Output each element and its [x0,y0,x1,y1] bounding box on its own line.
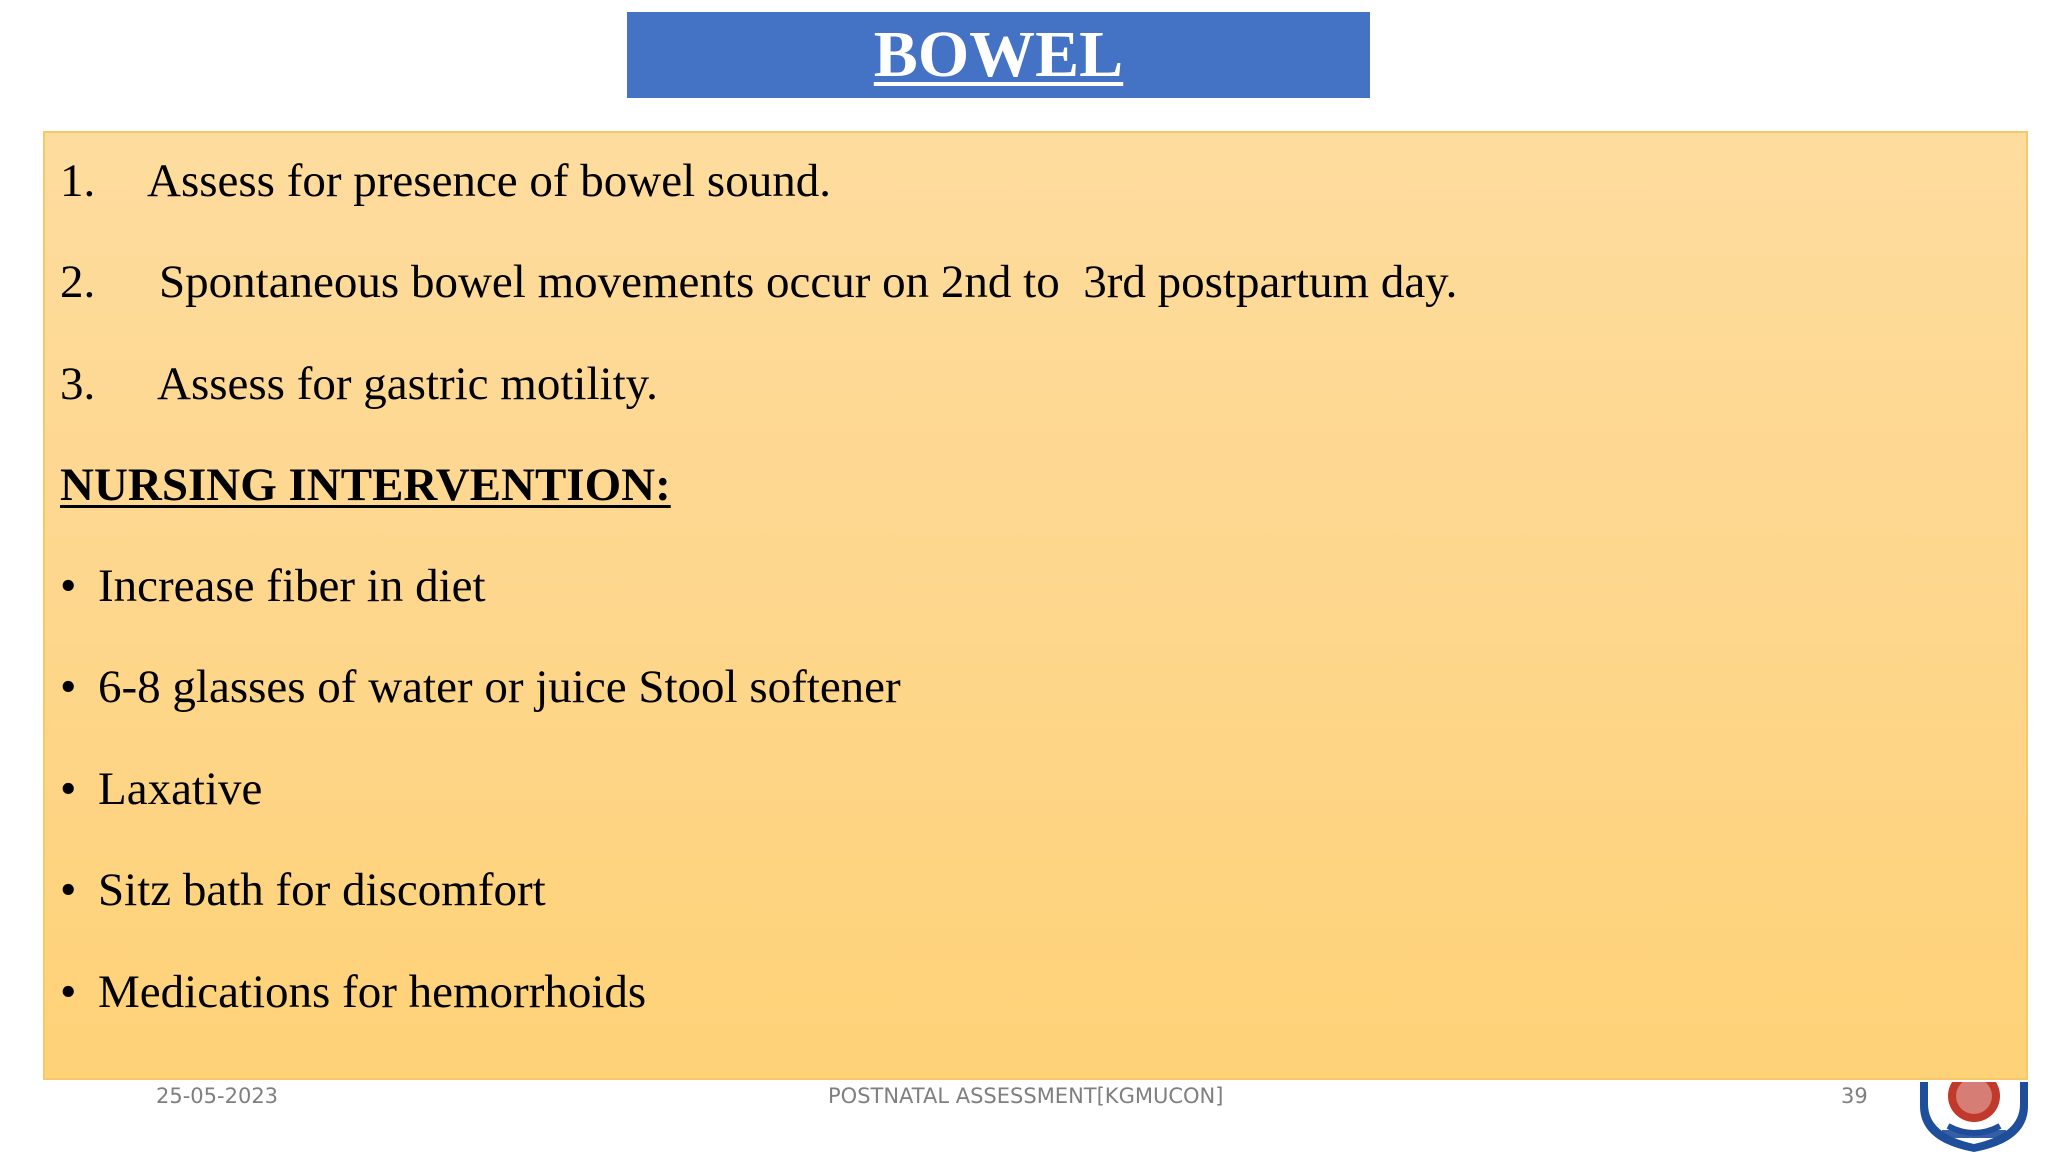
list-item [60,358,658,410]
list-item-number: 1. [60,155,96,207]
bullet-text: Sitz bath for discomfort [98,864,546,916]
bullet-icon: • [60,864,77,916]
list-item-number: 3. [60,358,96,410]
list-item-number: 2. [60,256,96,308]
bullet-item [60,560,486,612]
bullet-item [60,763,263,815]
list-item-text: Assess for presence of bowel sound. [147,155,831,207]
bullet-item [60,966,647,1018]
slide-number: 39 [1841,1084,1868,1108]
footer-date: 25-05-2023 [156,1084,279,1108]
bullet-item [60,864,546,916]
bullet-icon: • [60,560,77,612]
bullet-icon: • [60,763,77,815]
footer-title: POSTNATAL ASSESSMENT[KGMUCON] [828,1084,1224,1108]
bullet-item [60,661,901,713]
bullet-text: 6-8 glasses of water or juice Stool softener [98,661,901,713]
section-heading: NURSING INTERVENTION: [60,459,671,511]
list-item [60,256,1458,308]
institution-emblem-icon [1912,1082,2036,1152]
content-panel [43,131,2028,1080]
list-item [60,155,831,207]
bullet-icon: • [60,661,77,713]
bullet-text: Medications for hemorrhoids [98,966,647,1018]
slide-title: BOWEL [873,18,1124,91]
title-banner [627,12,1370,98]
bullet-text: Laxative [98,763,263,815]
list-item-text: Spontaneous bowel movements occur on 2nd to 3rd postpartum day. [159,256,1458,308]
bullet-text: Increase fiber in diet [98,560,486,612]
list-item-text: Assess for gastric motility. [157,358,658,410]
bullet-icon: • [60,966,77,1018]
